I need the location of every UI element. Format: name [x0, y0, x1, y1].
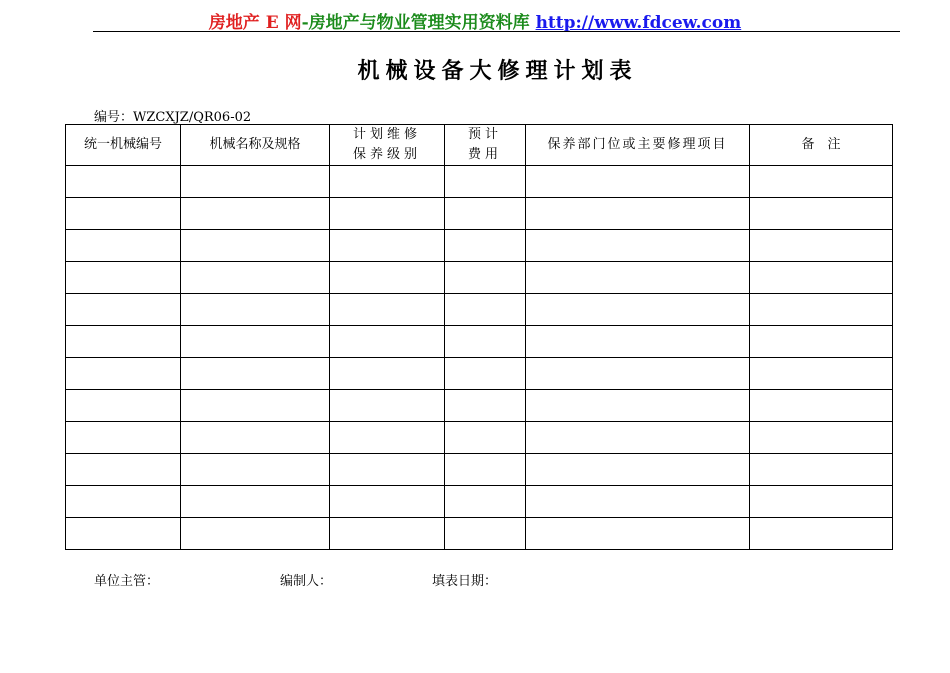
table-cell[interactable] [445, 358, 526, 390]
table-cell[interactable] [526, 294, 750, 326]
table-cell[interactable] [750, 262, 893, 294]
footer-date-label: 填表日期： [432, 574, 498, 589]
footer-supervisor-label: 单位主管： [94, 574, 160, 589]
table-cell[interactable] [526, 358, 750, 390]
table-cell[interactable] [181, 422, 330, 454]
table-row [66, 294, 893, 326]
table-row [66, 422, 893, 454]
table-row [66, 230, 893, 262]
table-cell[interactable] [445, 326, 526, 358]
table-row [66, 262, 893, 294]
table-row [66, 358, 893, 390]
table-cell[interactable] [330, 454, 445, 486]
table-cell[interactable] [181, 166, 330, 198]
table-cell[interactable] [750, 358, 893, 390]
table-row [66, 166, 893, 198]
table-cell[interactable] [181, 358, 330, 390]
table-cell[interactable] [445, 166, 526, 198]
table-cell[interactable] [526, 454, 750, 486]
table-cell[interactable] [181, 454, 330, 486]
table-cell[interactable] [330, 486, 445, 518]
table-cell[interactable] [330, 230, 445, 262]
table-cell[interactable] [66, 326, 181, 358]
table-cell[interactable] [181, 486, 330, 518]
table-cell[interactable] [181, 262, 330, 294]
table-cell[interactable] [750, 454, 893, 486]
table-cell[interactable] [66, 518, 181, 550]
table-cell[interactable] [526, 326, 750, 358]
header-estimated-cost [445, 125, 526, 166]
table-cell[interactable] [181, 390, 330, 422]
table-cell[interactable] [330, 198, 445, 230]
table-row [66, 390, 893, 422]
table-cell[interactable] [66, 486, 181, 518]
table-row [66, 454, 893, 486]
table-cell[interactable] [750, 166, 893, 198]
table-cell[interactable] [526, 422, 750, 454]
table-cell[interactable] [526, 518, 750, 550]
banner-site-name: 房地产 E 网 [208, 13, 302, 33]
table-cell[interactable] [445, 294, 526, 326]
header-machine-id: 统一机械编号 [66, 125, 181, 166]
table-cell[interactable] [750, 230, 893, 262]
table-cell[interactable] [66, 262, 181, 294]
table-cell[interactable] [526, 486, 750, 518]
header-banner [0, 8, 950, 33]
footer-preparer-label: 编制人： [280, 574, 333, 589]
table-cell[interactable] [526, 262, 750, 294]
table-cell[interactable] [750, 422, 893, 454]
table-cell[interactable] [526, 198, 750, 230]
table-cell[interactable] [330, 390, 445, 422]
table-cell[interactable] [445, 518, 526, 550]
header-repair-items: 保养部门位或主要修理项目 [526, 125, 750, 166]
table-cell[interactable] [445, 422, 526, 454]
header-estimated-cost-line2: 费用 [467, 147, 502, 162]
banner-url-link[interactable]: http://www.fdcew.com [535, 13, 742, 33]
table-cell[interactable] [66, 454, 181, 486]
header-divider [93, 31, 900, 32]
table-body [66, 166, 893, 550]
table-cell[interactable] [181, 198, 330, 230]
table-cell[interactable] [66, 230, 181, 262]
table-row [66, 326, 893, 358]
table-cell[interactable] [445, 390, 526, 422]
table-cell[interactable] [526, 390, 750, 422]
table-cell[interactable] [66, 358, 181, 390]
header-maintenance-level-line1: 计划维修 [352, 127, 421, 142]
table-cell[interactable] [330, 294, 445, 326]
table-cell[interactable] [445, 230, 526, 262]
table-cell[interactable] [330, 422, 445, 454]
table-row [66, 486, 893, 518]
table-cell[interactable] [750, 294, 893, 326]
table-header-row [66, 125, 893, 166]
header-remarks: 备 注 [750, 125, 893, 166]
table-cell[interactable] [330, 262, 445, 294]
banner-tagline: 房地产与物业管理实用资料库 [308, 13, 530, 33]
header-machine-name-spec: 机械名称及规格 [181, 125, 330, 166]
table-cell[interactable] [750, 390, 893, 422]
table-cell[interactable] [750, 486, 893, 518]
repair-plan-table [65, 124, 893, 550]
header-maintenance-level [330, 125, 445, 166]
table-cell[interactable] [330, 358, 445, 390]
table-cell[interactable] [445, 486, 526, 518]
table-cell[interactable] [445, 198, 526, 230]
table-cell[interactable] [66, 422, 181, 454]
table-cell[interactable] [445, 262, 526, 294]
table-cell[interactable] [181, 518, 330, 550]
header-estimated-cost-line1: 预计 [467, 127, 502, 142]
table-cell[interactable] [750, 198, 893, 230]
table-cell[interactable] [750, 518, 893, 550]
table-cell[interactable] [330, 518, 445, 550]
banner-separator: - [301, 13, 309, 33]
table-cell[interactable] [750, 326, 893, 358]
table-cell[interactable] [526, 166, 750, 198]
table-cell[interactable] [181, 230, 330, 262]
table-cell[interactable] [526, 230, 750, 262]
table-cell[interactable] [66, 294, 181, 326]
table-cell[interactable] [66, 198, 181, 230]
table-row [66, 198, 893, 230]
document-code: 编号：WZCXJZ/QR06-02 [94, 110, 252, 125]
table-cell[interactable] [66, 390, 181, 422]
table-cell[interactable] [181, 294, 330, 326]
document-title: 机械设备大修理计划表 [357, 58, 638, 84]
table-cell[interactable] [330, 166, 445, 198]
table-cell[interactable] [330, 326, 445, 358]
table-cell[interactable] [181, 326, 330, 358]
table-row [66, 518, 893, 550]
table-cell[interactable] [445, 454, 526, 486]
header-maintenance-level-line2: 保养级别 [352, 147, 421, 162]
table-cell[interactable] [66, 166, 181, 198]
